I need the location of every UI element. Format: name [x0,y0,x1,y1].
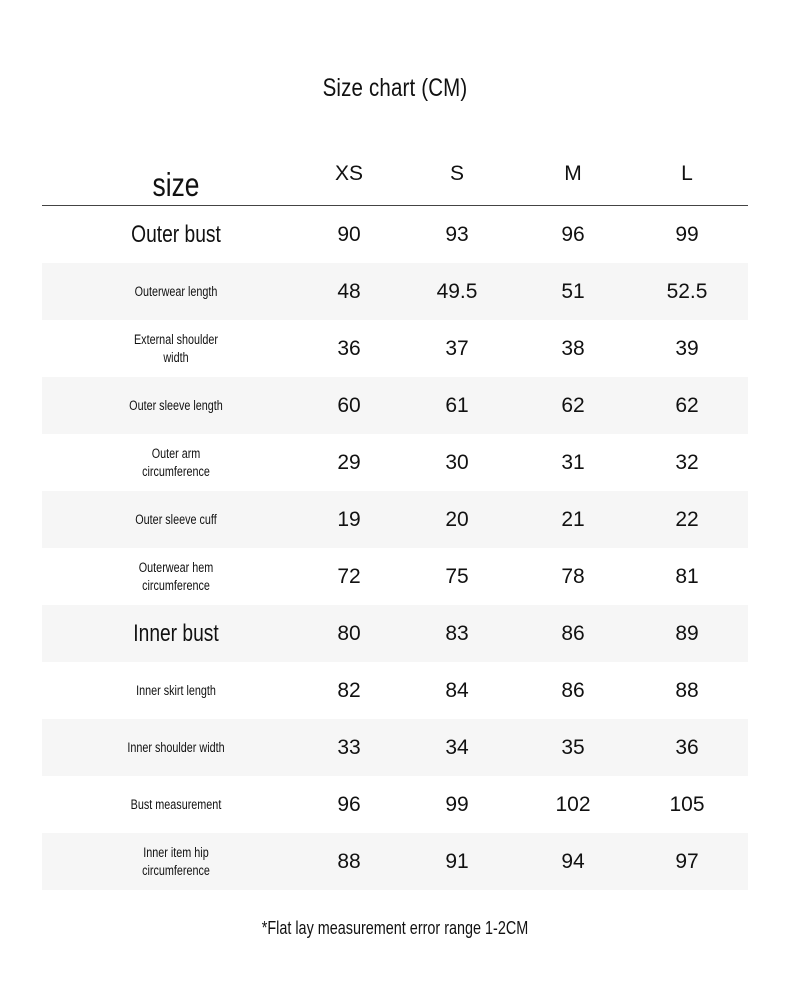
row-value-l: 89 [675,621,699,645]
row-label-cell [42,548,310,605]
row-value-l: 105 [669,792,705,816]
row-value-xs: 19 [337,507,361,531]
size-table [42,149,748,890]
row-label-cell [42,719,310,776]
row-value-l: 39 [675,336,699,360]
row-value-s: 37 [445,336,469,360]
row-label: Bust measurement [130,796,222,812]
row-label-cell [42,491,310,548]
row-value-xs: 90 [337,222,361,246]
header-size-m: M [564,162,582,185]
row-value-s: 34 [445,735,469,759]
row-value-l: 81 [675,564,699,588]
row-value-m: 51 [561,279,585,303]
row-value-s: 49.5 [436,279,478,303]
header-label-cell [42,149,310,205]
header-size-xs: XS [334,162,363,185]
table-body [42,206,748,890]
row-value-m: 38 [561,336,585,360]
row-value-l: 97 [675,849,699,873]
row-label: Outer bust [131,220,221,248]
row-value-l: 99 [675,222,699,246]
row-value-xs: 80 [337,621,361,645]
row-value-xs: 88 [337,849,361,873]
row-value-m: 86 [561,621,585,645]
table-row [42,377,748,434]
chart-title: Size chart (CM) [322,74,468,102]
row-label-cell [42,605,310,662]
row-value-s: 30 [445,450,469,474]
footnote: *Flat lay measurement error range 1-2CM [261,918,529,938]
row-value-l: 32 [675,450,699,474]
table-row [42,833,748,890]
row-label-cell [42,377,310,434]
row-value-l: 22 [675,507,699,531]
row-label: External shoulder width [133,331,219,365]
table-row [42,719,748,776]
row-value-m: 102 [555,792,591,816]
row-value-l: 36 [675,735,699,759]
row-label-cell [42,320,310,377]
header-size-label: size [152,166,200,203]
row-label: Inner shoulder width [127,739,225,755]
row-value-s: 99 [445,792,469,816]
row-value-xs: 33 [337,735,361,759]
row-value-m: 21 [561,507,585,531]
row-label-cell [42,833,310,890]
row-value-m: 94 [561,849,585,873]
row-value-l: 62 [675,393,699,417]
row-value-l: 52.5 [666,279,708,303]
table-row [42,776,748,833]
row-label: Outerwear length [134,283,218,299]
table-row [42,320,748,377]
row-label-cell [42,776,310,833]
row-label: Outer arm circumference [142,445,210,479]
row-value-xs: 48 [337,279,361,303]
row-label-cell [42,662,310,719]
row-value-m: 86 [561,678,585,702]
row-value-s: 61 [445,393,469,417]
row-value-m: 78 [561,564,585,588]
row-label-cell [42,206,310,263]
table-row [42,263,748,320]
header-size-l: L [681,162,693,185]
row-value-m: 96 [561,222,585,246]
table-row [42,491,748,548]
table-row [42,206,748,263]
row-value-xs: 60 [337,393,361,417]
table-header [42,149,748,206]
table-row [42,605,748,662]
row-value-m: 62 [561,393,585,417]
row-label: Inner skirt length [136,682,216,698]
row-value-xs: 29 [337,450,361,474]
row-value-xs: 36 [337,336,361,360]
row-value-xs: 72 [337,564,361,588]
row-label-cell [42,263,310,320]
row-label: Outer sleeve cuff [135,511,217,527]
row-value-s: 75 [445,564,469,588]
row-value-s: 93 [445,222,469,246]
table-row [42,548,748,605]
table-row [42,434,748,491]
row-value-m: 31 [561,450,585,474]
row-value-s: 91 [445,849,469,873]
row-value-xs: 96 [337,792,361,816]
row-value-s: 84 [445,678,469,702]
row-label: Outerwear hem circumference [138,559,214,593]
row-label: Outer sleeve length [129,397,223,413]
row-label-cell [42,434,310,491]
row-label: Inner item hip circumference [142,844,210,878]
header-size-s: S [449,162,464,185]
row-label: Inner bust [133,619,219,647]
row-value-s: 20 [445,507,469,531]
row-value-m: 35 [561,735,585,759]
table-row [42,662,748,719]
row-value-s: 83 [445,621,469,645]
row-value-l: 88 [675,678,699,702]
row-value-xs: 82 [337,678,361,702]
